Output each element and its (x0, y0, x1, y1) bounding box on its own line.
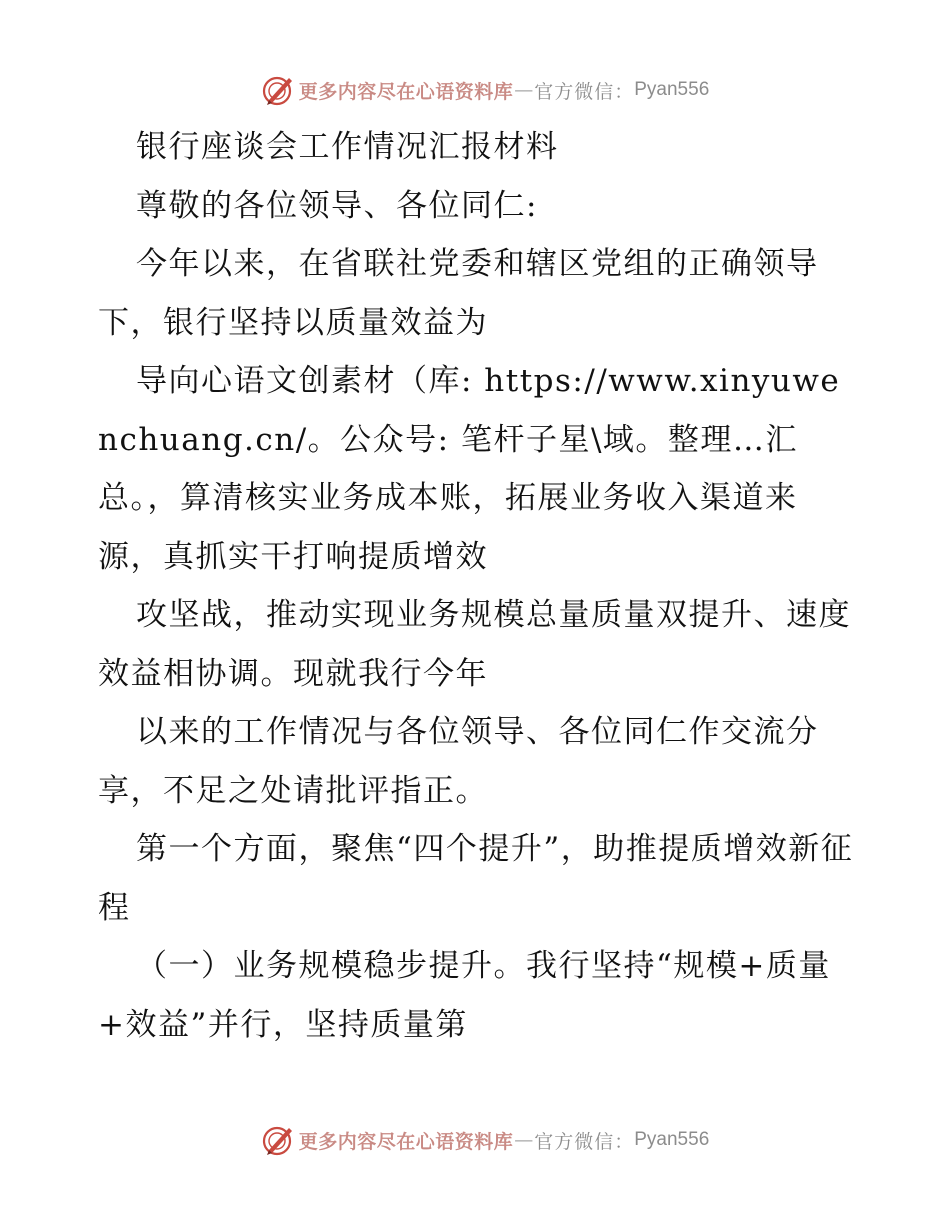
footer-wechat-label: 官方微信： (534, 1130, 635, 1153)
footer-dash: — (514, 1129, 534, 1151)
document-body (98, 118, 858, 1054)
header-brand-text: 更多内容尽在心语资料库 (298, 80, 514, 103)
paragraph-salutation: 尊敬的各位领导、各位同仁: (136, 187, 538, 224)
footer-watermark (0, 1120, 950, 1160)
footer-wechat-id: Pyan556 (634, 1129, 710, 1150)
footer-watermark-inner (261, 1123, 710, 1157)
header-wechat-id: Pyan556 (634, 79, 710, 100)
pen-logo-icon (261, 73, 295, 107)
paragraph-intro: 今年以来，在省联社党委和辖区党组的正确领导下，银行坚持以质量效益为 (98, 246, 819, 341)
footer-brand-text: 更多内容尽在心语资料库 (298, 1130, 514, 1153)
section-heading-1: 第一个方面，聚焦“四个提升”，助推提质增效新征程 (98, 831, 854, 926)
paragraph-campaign: 攻坚战，推动实现业务规模总量质量双提升、速度效益相协调。现就我行今年 (98, 597, 851, 692)
paragraph-exchange: 以来的工作情况与各位领导、各位同仁作交流分享，不足之处请批评指正。 (98, 714, 819, 809)
header-wechat-label: 官方微信： (534, 80, 635, 103)
document-title: 银行座谈会工作情况汇报材料 (136, 129, 559, 165)
subsection-1: （一）业务规模稳步提升。我行坚持“规模+质量+效益”并行，坚持质量第 (98, 948, 831, 1043)
paragraph-guidance: 导向心语文创素材（库: https://www.xinyuwenchuang.cn/。公众号: 笔杆子星\域。整理…汇总。，算清核实业务成本账，拓展业务收入渠道来源，真抓实干打响提质增效 (98, 363, 841, 575)
header-watermark (0, 70, 950, 110)
header-dash: — (514, 79, 534, 101)
pen-logo-icon (261, 1123, 295, 1157)
header-watermark-inner (261, 73, 710, 107)
